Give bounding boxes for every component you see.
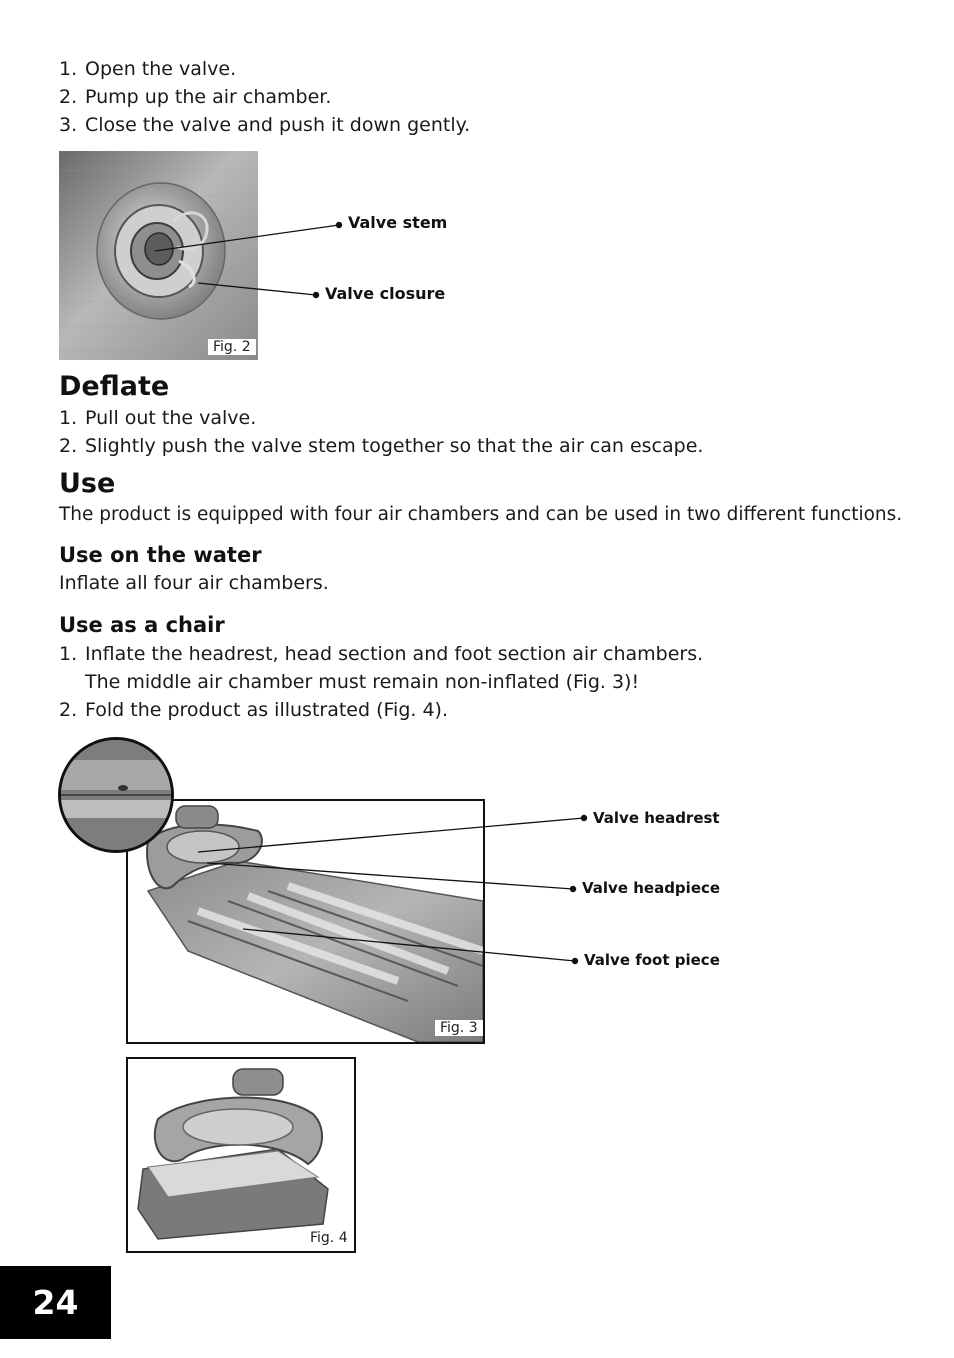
callout-valve-foot-piece: Valve foot piece [584, 951, 720, 969]
use-water-text: Inflate all four air chambers. [59, 572, 329, 594]
fig4-label: Fig. 4 [305, 1230, 353, 1246]
page-number: 24 [0, 1266, 111, 1339]
fig4-chair-image [128, 1059, 354, 1251]
callout-valve-headpiece: Valve headpiece [582, 879, 721, 897]
fig2-callout-lines [0, 0, 954, 380]
use-heading: Use [59, 468, 116, 499]
use-intro: The product is equipped with four air chambers and can be used in two different functions. [59, 504, 903, 525]
fig4-frame [126, 1057, 356, 1253]
fig2-label: Fig. 2 [208, 339, 256, 355]
fig3-callout-lines [0, 780, 954, 980]
use-chair-heading: Use as a chair [59, 613, 225, 637]
callout-valve-stem: Valve stem [348, 213, 448, 232]
callout-valve-headrest: Valve headrest [593, 809, 720, 827]
callout-valve-closure: Valve closure [325, 284, 446, 303]
fig3-label: Fig. 3 [435, 1020, 483, 1036]
deflate-heading: Deflate [59, 371, 170, 402]
use-water-heading: Use on the water [59, 543, 262, 567]
